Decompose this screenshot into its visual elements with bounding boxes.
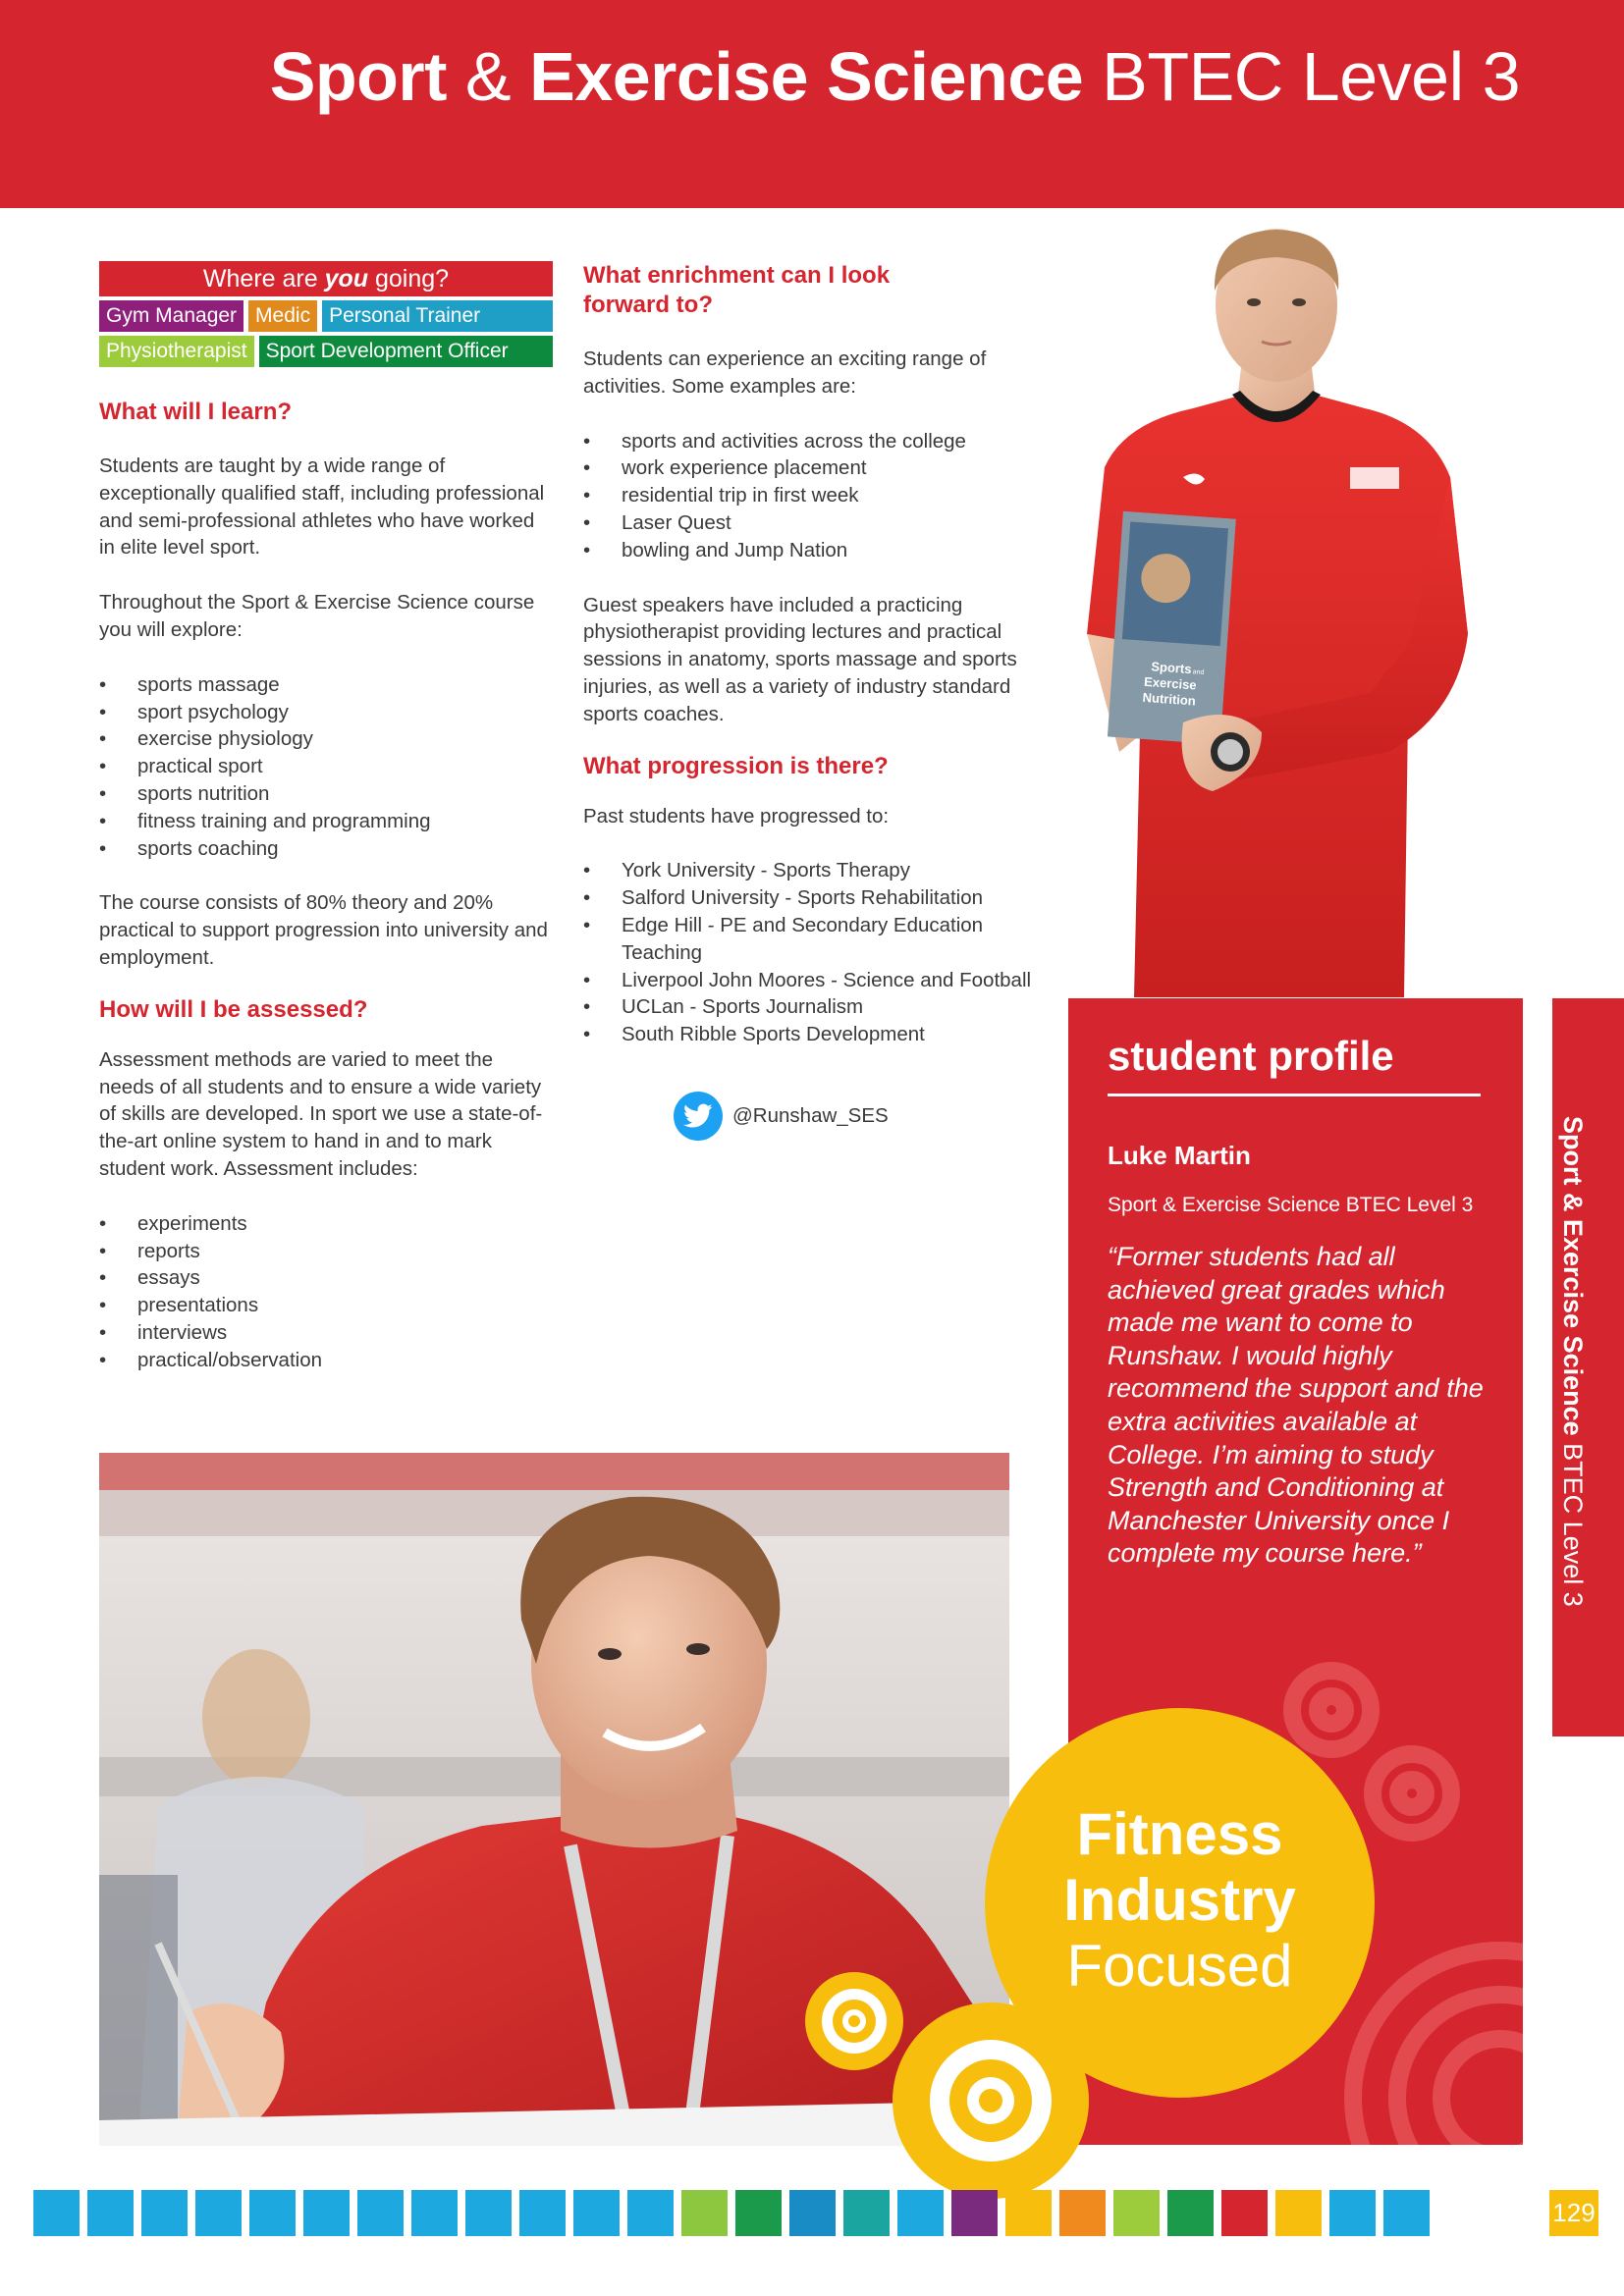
list-item: • essays: [99, 1264, 553, 1292]
title-exercise-science: Exercise Science: [529, 38, 1084, 115]
footer-square: [141, 2190, 188, 2236]
progression-para: Past students have progressed to:: [583, 804, 890, 828]
footer-square: [33, 2190, 80, 2236]
page-number: 129: [1549, 2190, 1598, 2236]
footer-square: [951, 2190, 998, 2236]
list-item: • practical/observation: [99, 1347, 553, 1374]
career-tag: Gym Manager: [99, 300, 244, 332]
footer-square: [897, 2190, 944, 2236]
list-item: • bowling and Jump Nation: [583, 537, 1053, 564]
list-item: • presentations: [99, 1292, 553, 1319]
book-title-3: Nutrition: [1142, 689, 1197, 709]
footer-square: [519, 2190, 566, 2236]
footer-square: [411, 2190, 458, 2236]
twitter-handle: @Runshaw_SES: [732, 1103, 889, 1127]
footer-square: [681, 2190, 728, 2236]
assessment-list: [99, 1210, 553, 1374]
career-tag: Personal Trainer: [322, 300, 553, 332]
list-item: • work experience placement: [583, 454, 1053, 482]
footer-square: [1059, 2190, 1106, 2236]
list-item: • sports massage: [99, 671, 553, 699]
learn-para-1: Students are taught by a wide range of exceptionally qualified staff, including professional and semi-professional athletes who have worked in elite level sport.: [99, 454, 545, 560]
list-item: • sport psychology: [99, 699, 553, 726]
profile-divider: [1108, 1094, 1481, 1096]
enrichment-para-1: Students can experience an exciting range of activities. Some examples are:: [583, 347, 987, 398]
footer-square: [573, 2190, 620, 2236]
footer-square: [249, 2190, 296, 2236]
page-header: [0, 0, 1624, 208]
footer-square: [465, 2190, 512, 2236]
footer-square: [357, 2190, 404, 2236]
footer-square: [87, 2190, 134, 2236]
learn-topics-list: [99, 671, 553, 863]
list-item: • Salford University - Sports Rehabilitation: [583, 884, 1035, 912]
badge-line-3: Focused: [1066, 1933, 1293, 1999]
progression-heading: What progression is there?: [583, 752, 889, 779]
page-title: [270, 35, 1520, 118]
learn-para-3: The course consists of 80% theory and 20% practical to support progression into university and employment.: [99, 891, 548, 969]
side-tab-label: Sport & Exercise Science BTEC Level 3: [1558, 1116, 1588, 1607]
list-item: • exercise physiology: [99, 725, 553, 753]
footer-square: [1221, 2190, 1268, 2236]
book-title-1: Sports: [1150, 659, 1193, 677]
twitter-bird-icon: [674, 1092, 723, 1141]
assessed-para: Assessment methods are varied to meet the needs of all students and to ensure a wide variety of skills are developed. In sport we use a state-of-the-art online system to hand in and to mark student work. Assessment includes:: [99, 1047, 543, 1180]
list-item: • Edge Hill - PE and Secondary Education Teaching: [583, 912, 1035, 967]
badge-line-1: Fitness: [1076, 1801, 1283, 1867]
list-item: • sports and activities across the college: [583, 428, 1053, 455]
list-item: • York University - Sports Therapy: [583, 857, 1035, 884]
footer-square: [1005, 2190, 1052, 2236]
book-title-2: Exercise: [1143, 673, 1198, 693]
fitness-industry-badge: [985, 1708, 1375, 2098]
career-tags-row-1: [99, 300, 553, 332]
learn-heading: What will I learn?: [99, 399, 293, 425]
twitter-link[interactable]: [674, 1092, 1053, 1141]
list-item: • Liverpool John Moores - Science and Football: [583, 967, 1035, 994]
list-item: • reports: [99, 1238, 553, 1265]
footer-square: [1275, 2190, 1322, 2236]
footer-square: [1167, 2190, 1214, 2236]
footer-color-strip: [33, 2190, 1430, 2236]
list-item: • sports nutrition: [99, 780, 553, 808]
careers-heading: Where are you going?: [99, 261, 553, 296]
list-item: • residential trip in first week: [583, 482, 1053, 509]
enrichment-para-2: Guest speakers have included a practicing physiotherapist providing lectures and practical sessions in anatomy, sports massage and sports injuries, as well as a variety of industry standard sports coaches.: [583, 593, 1017, 725]
list-item: • South Ribble Sports Development: [583, 1021, 1035, 1048]
footer-square: [195, 2190, 242, 2236]
badge-line-2: Industry: [1063, 1867, 1296, 1933]
title-level: BTEC Level 3: [1083, 38, 1520, 115]
book-title-and: and: [1192, 668, 1205, 677]
career-tags-row-2: [99, 336, 553, 367]
footer-square: [735, 2190, 782, 2236]
footer-square: [1383, 2190, 1430, 2236]
profile-title: student profile: [1108, 1033, 1394, 1079]
learn-para-2: Throughout the Sport & Exercise Science course you will explore:: [99, 591, 535, 641]
list-item: • Laser Quest: [583, 509, 1053, 537]
profile-name: Luke Martin: [1108, 1141, 1251, 1170]
list-item: • practical sport: [99, 753, 553, 780]
footer-square: [627, 2190, 674, 2236]
footer-square: [303, 2190, 350, 2236]
title-sport: Sport: [269, 38, 447, 115]
career-tag: Physiotherapist: [99, 336, 254, 367]
progression-list: [583, 857, 1035, 1048]
profile-quote: “Former students had all achieved great grades which made me want to come to Runshaw. I would highly recommend the support and the extra activities available at College. I’m aiming to study Strength and Conditioning at Manchester University once I complete my course here.”: [1108, 1242, 1484, 1569]
enrichment-list: [583, 428, 1053, 564]
enrichment-heading: What enrichment can I look forward to?: [583, 262, 891, 318]
list-item: • interviews: [99, 1319, 553, 1347]
list-item: • fitness training and programming: [99, 808, 553, 835]
title-amp: &: [446, 38, 530, 115]
career-tag: Medic: [248, 300, 317, 332]
footer-square: [1329, 2190, 1376, 2236]
footer-square: [789, 2190, 836, 2236]
list-item: • UCLan - Sports Journalism: [583, 993, 1035, 1021]
career-tag: Sport Development Officer: [259, 336, 553, 367]
list-item: • sports coaching: [99, 835, 553, 863]
profile-course: Sport & Exercise Science BTEC Level 3: [1108, 1194, 1474, 1216]
footer-square: [843, 2190, 890, 2236]
footer-square: [1113, 2190, 1160, 2236]
list-item: • experiments: [99, 1210, 553, 1238]
middle-column: [583, 261, 1053, 1141]
student-portrait-photo: [1065, 222, 1488, 997]
assessed-heading: How will I be assessed?: [99, 995, 368, 1023]
side-tab: [1552, 998, 1624, 1736]
left-column: [99, 261, 553, 1374]
